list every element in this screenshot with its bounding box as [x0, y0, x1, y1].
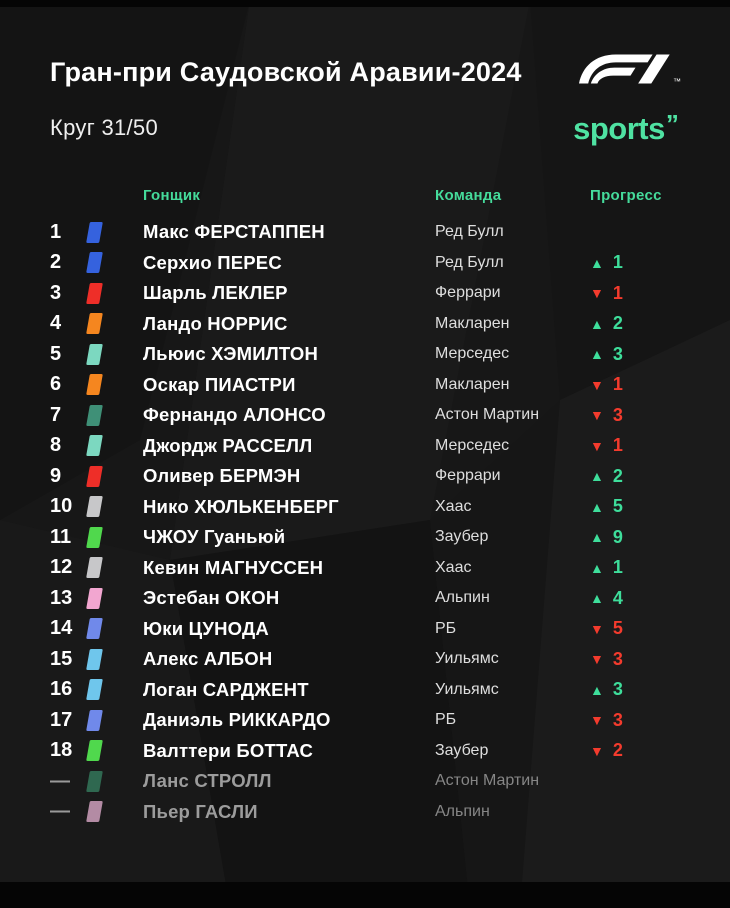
- table-row: [50, 675, 685, 706]
- progress-value: 3: [612, 404, 623, 425]
- progress-value: 2: [612, 740, 623, 761]
- team-color-swatch: [86, 435, 103, 456]
- driver-name: Джордж РАССЕЛЛ: [143, 434, 313, 456]
- progress-value: 4: [612, 587, 623, 608]
- team-color-swatch: [86, 283, 103, 304]
- table-row: [50, 522, 685, 553]
- driver-name: Оливер БЕРМЭН: [143, 465, 301, 487]
- position-number: 15: [50, 647, 73, 670]
- team-color-cell: [88, 374, 143, 395]
- driver-name: Нико ХЮЛЬКЕНБЕРГ: [143, 495, 339, 517]
- position-number: 6: [50, 373, 62, 396]
- team-name: РБ: [435, 711, 457, 729]
- team-color-swatch: [86, 405, 103, 426]
- team-name: Мерседес: [435, 345, 510, 363]
- page-title: Гран-при Саудовской Аравии-2024: [50, 57, 522, 87]
- progress-arrow-icon: ▲: [590, 254, 604, 271]
- team-name: Астон Мартин: [435, 772, 540, 790]
- team-name: Феррари: [435, 284, 501, 302]
- position-number: 9: [50, 464, 62, 487]
- position-number: 16: [50, 678, 73, 701]
- progress-cell: [590, 588, 685, 609]
- team-name: Заубер: [435, 528, 489, 546]
- team-name: Астон Мартин: [435, 406, 540, 424]
- driver-name: ЧЖОУ Гуаньюй: [143, 526, 286, 548]
- progress-cell: [590, 435, 685, 456]
- table-row: [50, 614, 685, 645]
- progress-value: 3: [612, 648, 623, 669]
- driver-name: Макс ФЕРСТАППЕН: [143, 221, 325, 243]
- position-number: 17: [50, 708, 73, 731]
- team-color-swatch: [86, 740, 103, 761]
- team-color-cell: [88, 771, 143, 792]
- position-number: —: [50, 800, 70, 823]
- team-color-cell: [88, 618, 143, 639]
- progress-value: 9: [612, 526, 623, 547]
- progress-cell: [590, 679, 685, 700]
- table-row: [50, 461, 685, 492]
- progress-value: 2: [612, 313, 623, 334]
- progress-value: 3: [612, 679, 623, 700]
- position-number: 18: [50, 739, 73, 762]
- team-color-cell: [88, 222, 143, 243]
- position-number: 3: [50, 281, 62, 304]
- progress-value: 3: [612, 709, 623, 730]
- team-color-cell: [88, 405, 143, 426]
- driver-name: Льюис ХЭМИЛТОН: [143, 343, 319, 365]
- progress-arrow-icon: ▲: [590, 590, 604, 607]
- progress-cell: [590, 527, 685, 548]
- team-color-swatch: [86, 771, 103, 792]
- progress-arrow-icon: ▲: [590, 346, 604, 363]
- standings-table: [50, 187, 685, 827]
- table-row: [50, 644, 685, 675]
- progress-value: 1: [612, 435, 623, 456]
- position-number: 12: [50, 556, 73, 579]
- driver-name: Ландо НОРРИС: [143, 312, 288, 334]
- team-color-swatch: [86, 710, 103, 731]
- progress-cell: [590, 313, 685, 334]
- progress-cell: [590, 466, 685, 487]
- table-row: [50, 431, 685, 462]
- team-color-swatch: [86, 557, 103, 578]
- team-color-swatch: [86, 801, 103, 822]
- sports-logo-text: sports: [573, 111, 665, 146]
- progress-arrow-icon: ▼: [590, 712, 604, 729]
- table-row: [50, 797, 685, 828]
- driver-name: Пьер ГАСЛИ: [143, 800, 258, 822]
- team-name: Макларен: [435, 314, 510, 332]
- driver-name: Оскар ПИАСТРИ: [143, 373, 296, 395]
- team-name: Альпин: [435, 589, 490, 607]
- column-header-team: Команда: [435, 187, 502, 204]
- progress-arrow-icon: ▲: [590, 559, 604, 576]
- table-row: [50, 583, 685, 614]
- team-name: Хаас: [435, 558, 472, 576]
- progress-value: 2: [612, 465, 623, 486]
- table-row: [50, 248, 685, 279]
- progress-value: 3: [612, 343, 623, 364]
- team-color-cell: [88, 557, 143, 578]
- progress-arrow-icon: ▲: [590, 498, 604, 515]
- position-number: 4: [50, 312, 62, 335]
- team-color-swatch: [86, 374, 103, 395]
- driver-name: Эстебан ОКОН: [143, 587, 280, 609]
- team-name: Заубер: [435, 741, 489, 759]
- team-color-swatch: [86, 252, 103, 273]
- team-color-swatch: [86, 679, 103, 700]
- progress-value: 1: [612, 557, 623, 578]
- progress-value: 5: [612, 496, 623, 517]
- table-body: [50, 217, 685, 827]
- table-row: [50, 217, 685, 248]
- progress-arrow-icon: ▼: [590, 407, 604, 424]
- team-color-swatch: [86, 313, 103, 334]
- driver-name: Серхио ПЕРЕС: [143, 251, 282, 273]
- team-color-swatch: [86, 222, 103, 243]
- trademark-symbol: ™: [673, 77, 681, 86]
- team-color-cell: [88, 344, 143, 365]
- team-color-cell: [88, 496, 143, 517]
- team-name: РБ: [435, 619, 457, 637]
- progress-cell: [590, 405, 685, 426]
- progress-value: 1: [612, 374, 623, 395]
- progress-arrow-icon: ▼: [590, 376, 604, 393]
- progress-arrow-icon: ▲: [590, 681, 604, 698]
- progress-arrow-icon: ▼: [590, 651, 604, 668]
- position-number: —: [50, 769, 70, 792]
- position-number: 11: [50, 525, 72, 548]
- progress-cell: [590, 252, 685, 273]
- team-name: Хаас: [435, 497, 472, 515]
- team-color-swatch: [86, 618, 103, 639]
- table-row: [50, 705, 685, 736]
- position-number: 14: [50, 617, 73, 640]
- team-color-cell: [88, 649, 143, 670]
- team-color-cell: [88, 435, 143, 456]
- position-number: 13: [50, 586, 73, 609]
- table-row: [50, 553, 685, 584]
- driver-name: Даниэль РИККАРДО: [143, 709, 331, 731]
- table-row: [50, 400, 685, 431]
- team-color-cell: [88, 740, 143, 761]
- progress-value: 5: [612, 618, 623, 639]
- table-row: [50, 766, 685, 797]
- progress-arrow-icon: ▼: [590, 620, 604, 637]
- team-name: Мерседес: [435, 436, 510, 454]
- position-number: 5: [50, 342, 62, 365]
- table-row: [50, 492, 685, 523]
- table-row: [50, 309, 685, 340]
- team-color-swatch: [86, 466, 103, 487]
- progress-cell: [590, 374, 685, 395]
- team-name: Ред Булл: [435, 253, 504, 271]
- progress-cell: [590, 344, 685, 365]
- team-name: Альпин: [435, 802, 490, 820]
- progress-cell: [590, 557, 685, 578]
- team-color-swatch: [86, 496, 103, 517]
- f1-logo-icon: [579, 54, 671, 84]
- team-color-cell: [88, 527, 143, 548]
- driver-name: Фернандо АЛОНСО: [143, 404, 326, 426]
- table-row: [50, 370, 685, 401]
- position-number: 2: [50, 251, 62, 274]
- progress-arrow-icon: ▼: [590, 285, 604, 302]
- f1-logo: [579, 54, 681, 86]
- position-number: 10: [50, 495, 73, 518]
- team-color-swatch: [86, 527, 103, 548]
- lap-counter: Круг 31/50: [50, 114, 158, 140]
- progress-cell: [590, 496, 685, 517]
- team-color-swatch: [86, 649, 103, 670]
- position-number: 1: [50, 220, 62, 243]
- column-header-driver: Гонщик: [143, 187, 201, 204]
- sports-logo: [573, 111, 677, 144]
- team-name: Макларен: [435, 375, 510, 393]
- header: [50, 52, 685, 144]
- progress-cell: [590, 283, 685, 304]
- team-name: Ред Булл: [435, 223, 504, 241]
- progress-value: 1: [612, 252, 623, 273]
- team-color-cell: [88, 801, 143, 822]
- team-color-swatch: [86, 588, 103, 609]
- team-color-cell: [88, 588, 143, 609]
- driver-name: Ланс СТРОЛЛ: [143, 770, 272, 792]
- progress-value: 1: [612, 282, 623, 303]
- team-color-cell: [88, 710, 143, 731]
- team-color-cell: [88, 283, 143, 304]
- progress-arrow-icon: ▼: [590, 742, 604, 759]
- team-name: Феррари: [435, 467, 501, 485]
- sports-logo-mark-icon: ”: [665, 109, 677, 139]
- column-header-progress: Прогресс: [590, 187, 662, 204]
- driver-name: Юки ЦУНОДА: [143, 617, 269, 639]
- table-row: [50, 736, 685, 767]
- table-row: [50, 339, 685, 370]
- progress-arrow-icon: ▲: [590, 315, 604, 332]
- table-row: [50, 278, 685, 309]
- driver-name: Алекс АЛБОН: [143, 648, 273, 670]
- position-number: 7: [50, 403, 62, 426]
- driver-name: Кевин МАГНУССЕН: [143, 556, 324, 578]
- team-name: Уильямс: [435, 680, 499, 698]
- progress-cell: [590, 710, 685, 731]
- table-header-row: [50, 187, 685, 204]
- driver-name: Логан САРДЖЕНТ: [143, 678, 309, 700]
- progress-cell: [590, 649, 685, 670]
- progress-cell: [590, 740, 685, 761]
- progress-arrow-icon: ▼: [590, 437, 604, 454]
- team-color-cell: [88, 679, 143, 700]
- progress-cell: [590, 618, 685, 639]
- team-color-cell: [88, 313, 143, 334]
- team-color-swatch: [86, 344, 103, 365]
- driver-name: Шарль ЛЕКЛЕР: [143, 282, 288, 304]
- progress-arrow-icon: ▲: [590, 468, 604, 485]
- position-number: 8: [50, 434, 62, 457]
- progress-arrow-icon: ▲: [590, 529, 604, 546]
- team-color-cell: [88, 466, 143, 487]
- team-name: Уильямс: [435, 650, 499, 668]
- team-color-cell: [88, 252, 143, 273]
- driver-name: Валттери БОТТАС: [143, 739, 314, 761]
